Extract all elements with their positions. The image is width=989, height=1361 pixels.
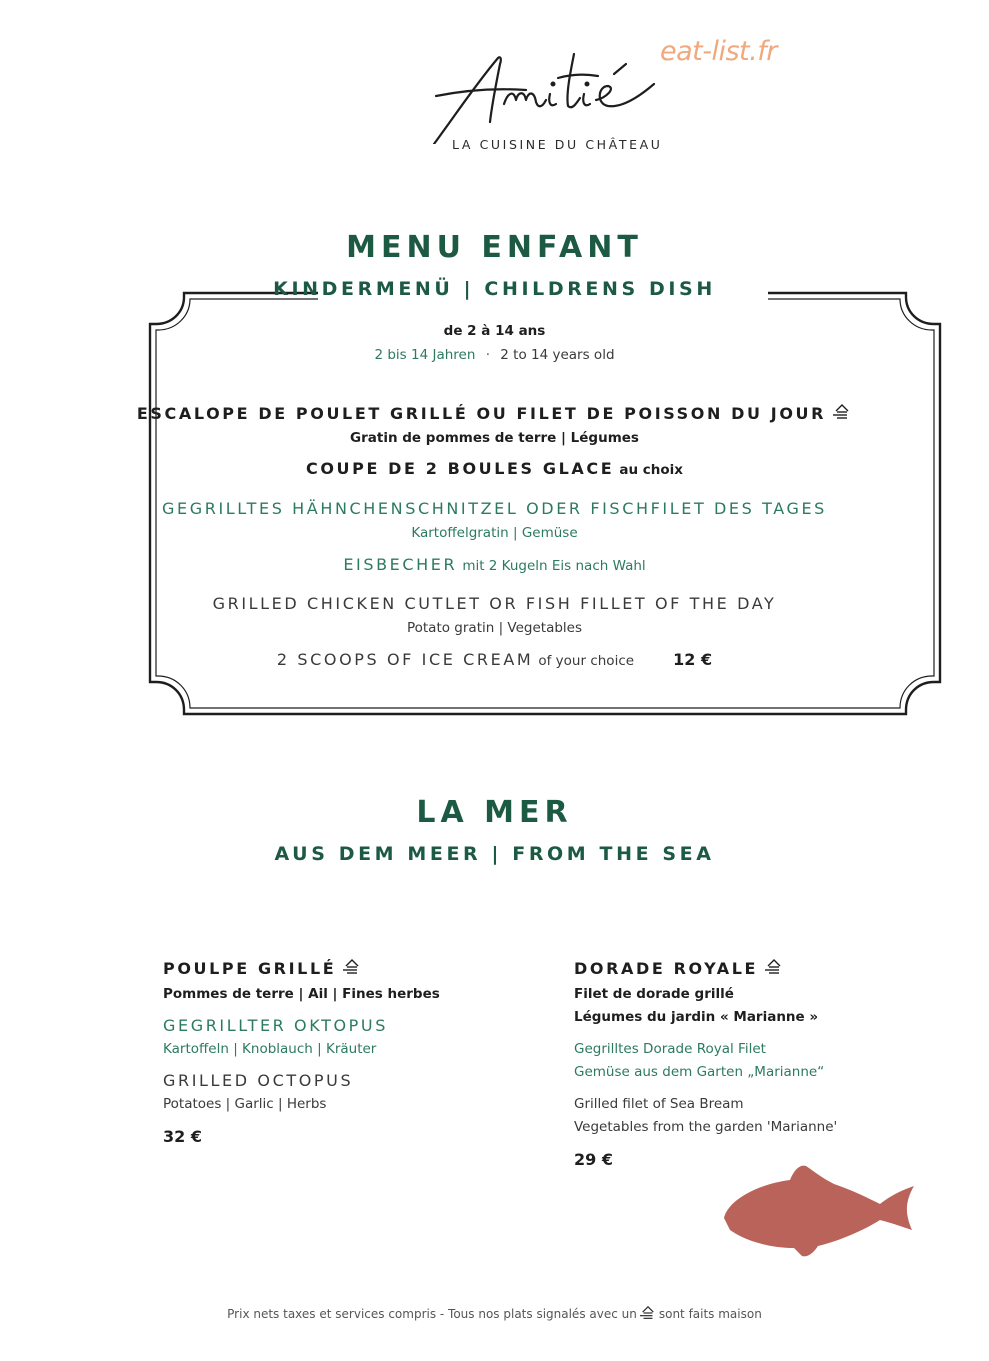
fish-illustration-icon xyxy=(718,1160,918,1260)
age-separator: · xyxy=(485,347,490,363)
octopus-detail-fr: Pommes de terre | Ail | Fines herbes xyxy=(163,986,440,1002)
kids-menu-title: MENU ENFANT xyxy=(346,230,643,265)
kids-dessert-en: 2 SCOOPS OF ICE CREAM xyxy=(276,650,534,669)
logo-subtitle: LA CUISINE DU CHÂTEAU xyxy=(452,137,663,152)
dorade-detail-en-2: Vegetables from the garden 'Marianne' xyxy=(574,1119,838,1135)
sea-item-octopus xyxy=(163,958,543,1158)
dorade-detail-fr-2: Légumes du jardin « Marianne » xyxy=(574,1009,819,1025)
kids-dessert-de: EISBECHER xyxy=(343,555,458,574)
logo-script-icon xyxy=(426,44,666,144)
kids-dessert-fr: COUPE DE 2 BOULES GLACE xyxy=(306,459,615,478)
homemade-house-icon xyxy=(342,958,362,976)
watermark: eat-list.fr xyxy=(660,36,777,67)
restaurant-logo xyxy=(426,44,666,164)
octopus-fr-line xyxy=(163,958,362,978)
kids-dish-fr: ESCALOPE DE POULET GRILLÉ OU FILET DE POISSON DU JOUR xyxy=(136,404,827,423)
dorade-detail-en-1: Grilled filet of Sea Bream xyxy=(574,1096,744,1112)
kids-dessert-fr-line xyxy=(0,459,989,478)
kids-dish-fr-line xyxy=(0,403,989,423)
kids-menu-price: 12 € xyxy=(673,650,713,669)
octopus-detail-de: Kartoffeln | Knoblauch | Kräuter xyxy=(163,1041,377,1057)
sea-section-title: LA MER xyxy=(416,795,573,830)
age-range-en: 2 to 14 years old xyxy=(500,347,615,363)
footer-note xyxy=(0,1305,989,1321)
dorade-detail-fr-1: Filet de dorade grillé xyxy=(574,986,734,1002)
sea-item-dorade xyxy=(574,958,954,1178)
kids-detail-en: Potato gratin | Vegetables xyxy=(406,620,583,636)
homemade-house-icon xyxy=(764,958,784,976)
kids-dish-de: GEGRILLTES HÄHNCHENSCHNITZEL ODER FISCHFILET DES TAGES xyxy=(162,499,827,518)
homemade-house-icon xyxy=(639,1305,657,1321)
kids-detail-de: Kartoffelgratin | Gemüse xyxy=(411,525,578,541)
octopus-name-en: GRILLED OCTOPUS xyxy=(163,1071,354,1090)
sea-section-subtitle: AUS DEM MEER | FROM THE SEA xyxy=(274,843,715,865)
kids-detail-fr: Gratin de pommes de terre | Légumes xyxy=(350,430,639,446)
age-range-fr: de 2 à 14 ans xyxy=(443,323,546,339)
kids-dessert-en-note: of your choice xyxy=(538,653,635,669)
dorade-detail-de-1: Gegrilltes Dorade Royal Filet xyxy=(574,1041,766,1057)
kids-dessert-fr-note: au choix xyxy=(619,462,683,478)
dorade-price: 29 € xyxy=(574,1150,613,1169)
octopus-price: 32 € xyxy=(163,1127,202,1146)
dorade-name-fr: DORADE ROYALE xyxy=(574,959,759,978)
kids-menu-subtitle: KINDERMENÜ | CHILDRENS DISH xyxy=(273,278,716,300)
kids-dessert-en-line xyxy=(0,650,989,669)
dorade-detail-de-2: Gemüse aus dem Garten „Marianne“ xyxy=(574,1064,825,1080)
footer-text-after: sont faits maison xyxy=(658,1307,762,1321)
dorade-fr-line xyxy=(574,958,784,978)
age-range-line xyxy=(0,347,989,363)
kids-dessert-de-line xyxy=(0,555,989,574)
kids-dish-en: GRILLED CHICKEN CUTLET OR FISH FILLET OF THE DAY xyxy=(212,594,777,613)
octopus-name-fr: POULPE GRILLÉ xyxy=(163,959,337,978)
kids-dessert-de-note: mit 2 Kugeln Eis nach Wahl xyxy=(462,558,646,574)
footer-text-before: Prix nets taxes et services compris - Tous nos plats signalés avec un xyxy=(227,1307,637,1321)
homemade-house-icon xyxy=(832,403,852,421)
octopus-name-de: GEGRILLTER OKTOPUS xyxy=(163,1016,388,1035)
octopus-detail-en: Potatoes | Garlic | Herbs xyxy=(163,1096,327,1112)
age-range-de: 2 bis 14 Jahren xyxy=(374,347,476,363)
